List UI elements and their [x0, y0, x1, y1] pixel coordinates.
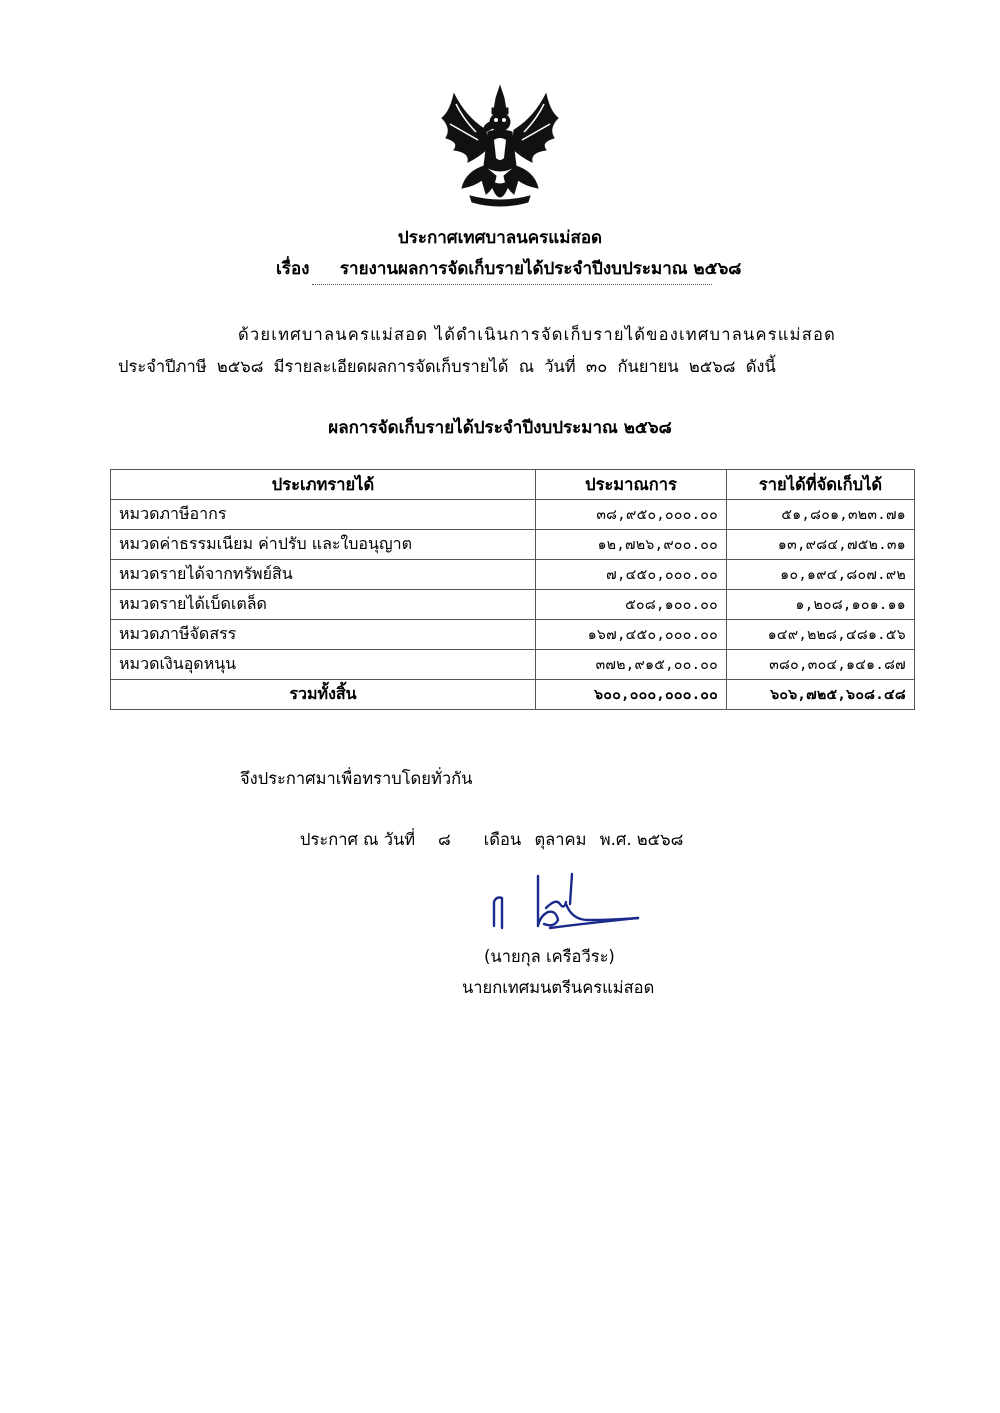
table-header-row	[111, 470, 915, 500]
announcement-date	[300, 827, 683, 853]
header-category: ประเภทรายได้	[111, 470, 536, 500]
row-collected: ๑๓,๙๘๔,๗๕๒.๓๑	[727, 530, 915, 560]
row-collected: ๕๑,๘๐๑,๓๒๓.๗๑	[727, 500, 915, 530]
table-row	[111, 500, 915, 530]
announcement-subject	[276, 255, 741, 282]
garuda-emblem-icon	[436, 84, 564, 214]
row-estimate: ๑๖๗,๔๕๐,๐๐๐.๐๐	[536, 620, 727, 650]
total-collected: ๖๐๖,๗๒๕,๖๐๘.๔๘	[727, 680, 915, 710]
signer-name: (นายกุล เครือวีระ)	[484, 947, 615, 966]
row-estimate: ๑๒,๗๒๖,๙๐๐.๐๐	[536, 530, 727, 560]
table-title: ผลการจัดเก็บรายได้ประจำปีงบประมาณ ๒๕๖๘	[328, 418, 672, 438]
dotted-divider	[312, 284, 712, 285]
row-estimate: ๓๘,๙๕๐,๐๐๐.๐๐	[536, 500, 727, 530]
table-total-row	[111, 680, 915, 710]
intro-paragraph-line2: ประจำปีภาษี ๒๕๖๘ มีรายละเอียดผลการจัดเก็บรายได้ ณ วันที่ ๓๐ กันยายน ๒๕๖๘ ดังนี้	[118, 357, 776, 376]
row-estimate: ๓๗๒,๙๑๕,๐๐.๐๐	[536, 650, 727, 680]
row-category: หมวดค่าธรรมเนียม ค่าปรับ และใบอนุญาต	[111, 530, 536, 560]
table-row	[111, 620, 915, 650]
handwritten-signature	[480, 868, 650, 938]
row-category: หมวดภาษีอากร	[111, 500, 536, 530]
row-category: หมวดรายได้จากทรัพย์สิน	[111, 560, 536, 590]
header-estimate: ประมาณการ	[536, 470, 727, 500]
table-row	[111, 530, 915, 560]
closing-statement: จึงประกาศมาเพื่อทราบโดยทั่วกัน	[240, 769, 473, 788]
row-collected: ๓๘๐,๓๐๔,๑๔๑.๘๗	[727, 650, 915, 680]
row-category: หมวดรายได้เบ็ดเตล็ด	[111, 590, 536, 620]
subject-text: รายงานผลการจัดเก็บรายได้ประจำปีงบประมาณ ๒๕๖๘	[339, 259, 742, 279]
row-category: หมวดเงินอุดหนุน	[111, 650, 536, 680]
signer-title: นายกเทศมนตรีนครแม่สอด	[462, 978, 655, 997]
row-estimate: ๗,๔๕๐,๐๐๐.๐๐	[536, 560, 727, 590]
subject-label: เรื่อง	[276, 259, 310, 279]
intro-paragraph-line1: ด้วยเทศบาลนครแม่สอด ได้ดำเนินการจัดเก็บรายได้ของเทศบาลนครแม่สอด	[238, 325, 836, 344]
row-collected: ๑๐,๑๙๔,๘๐๗.๙๒	[727, 560, 915, 590]
table-row	[111, 560, 915, 590]
total-estimate: ๖๐๐,๐๐๐,๐๐๐.๐๐	[536, 680, 727, 710]
row-estimate: ๕๐๘,๑๐๐.๐๐	[536, 590, 727, 620]
announcement-title: ประกาศเทศบาลนครแม่สอด	[397, 228, 603, 248]
date-day: ๘	[438, 830, 451, 849]
row-category: หมวดภาษีจัดสรร	[111, 620, 536, 650]
date-year: พ.ศ. ๒๕๖๘	[599, 830, 684, 849]
header-collected: รายได้ที่จัดเก็บได้	[727, 470, 915, 500]
total-label: รวมทั้งสิ้น	[111, 680, 536, 710]
date-month-label: เดือน	[483, 830, 522, 849]
table-row	[111, 650, 915, 680]
table-row	[111, 590, 915, 620]
revenue-table	[110, 469, 915, 710]
row-collected: ๑๔๙,๒๒๘,๔๘๑.๕๖	[727, 620, 915, 650]
row-collected: ๑,๒๐๘,๑๐๑.๑๑	[727, 590, 915, 620]
date-prefix: ประกาศ ณ วันที่	[300, 830, 416, 849]
date-month: ตุลาคม	[534, 830, 587, 849]
